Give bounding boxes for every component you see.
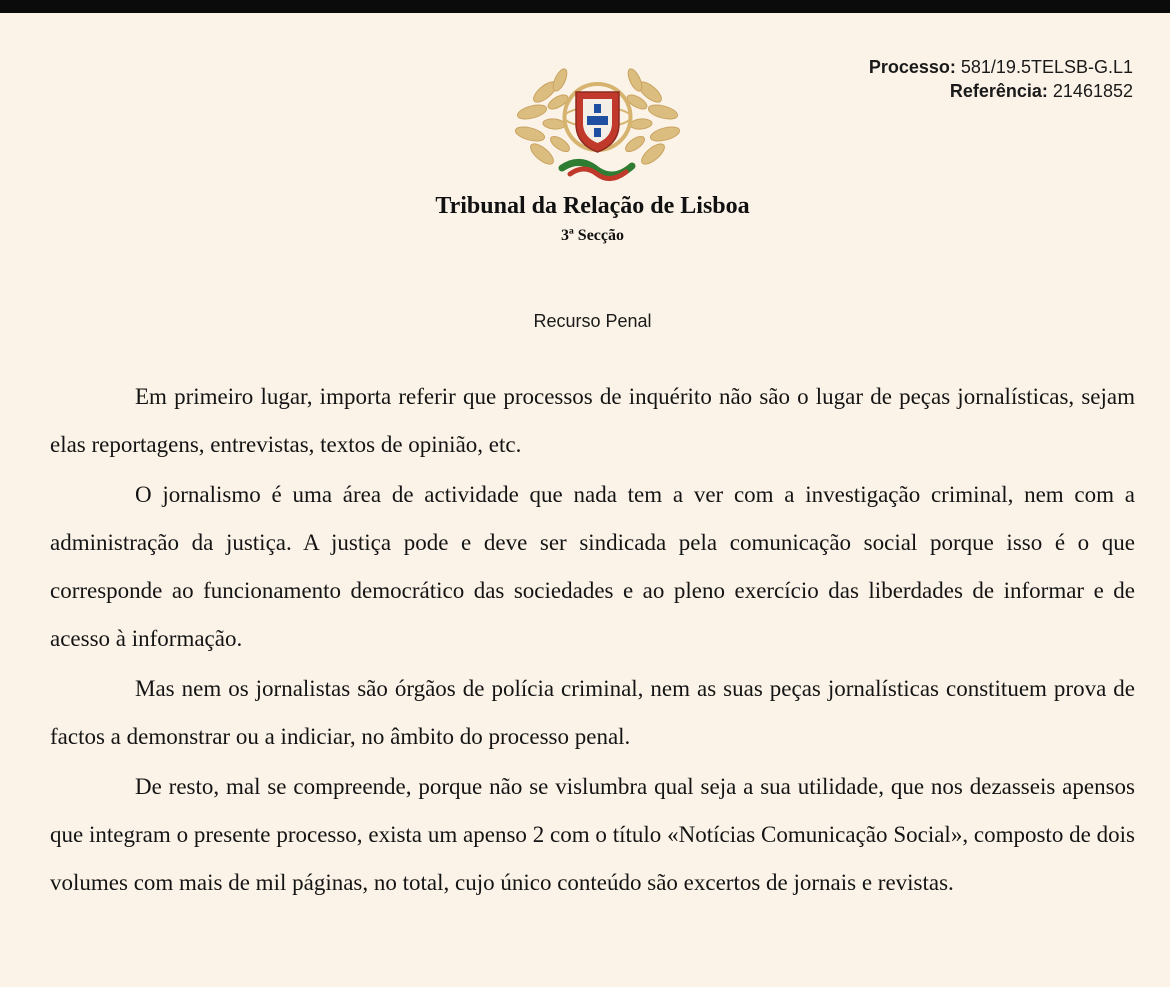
- top-black-bar: [0, 0, 1170, 13]
- document-page: [0, 13, 1170, 987]
- paragraph: Mas nem os jornalistas são órgãos de polícia criminal, nem as suas peças jornalísticas constituem prova de factos a demonstrar ou a indiciar, no âmbito do processo penal.: [50, 676, 1135, 749]
- process-reference-block: [869, 55, 1133, 103]
- paragraph: Em primeiro lugar, importa referir que processos de inquérito não são o lugar de peças jornalísticas, sejam elas reportagens, entrevistas, textos de opinião, etc.: [50, 384, 1135, 457]
- document-body: [50, 373, 1135, 909]
- reference-label: Referência:: [949, 81, 1048, 101]
- paragraph: O jornalismo é uma área de actividade que nada tem a ver com a investigação criminal, nem com a administração da justiça. A justiça pode e deve ser sindicada pela comunicação social porque isso é o que corresponde ao funcionamento democrático das sociedades e ao pleno exercício das liberdades de informar e de acesso à informação.: [50, 482, 1135, 651]
- reference-number: 21461852: [1052, 81, 1133, 101]
- document-type: Recurso Penal: [533, 311, 652, 331]
- reference-line: [869, 79, 1133, 103]
- court-name: Tribunal da Relação de Lisboa: [435, 193, 750, 219]
- paragraph: De resto, mal se compreende, porque não se vislumbra qual seja a sua utilidade, que nos dezasseis apensos que integram o presente processo, exista um apenso 2 com o título «Notícias Comunicação Social», composto de dois volumes com mais de mil páginas, no total, cujo único conteúdo são excertos de jornais e revistas.: [50, 774, 1135, 895]
- court-section: 3ª Secção: [561, 227, 624, 244]
- process-label: Processo:: [868, 57, 956, 77]
- process-number: 581/19.5TELSB-G.L1: [960, 57, 1133, 77]
- portuguese-coat-of-arms-icon: [510, 62, 685, 190]
- process-line: [869, 55, 1133, 79]
